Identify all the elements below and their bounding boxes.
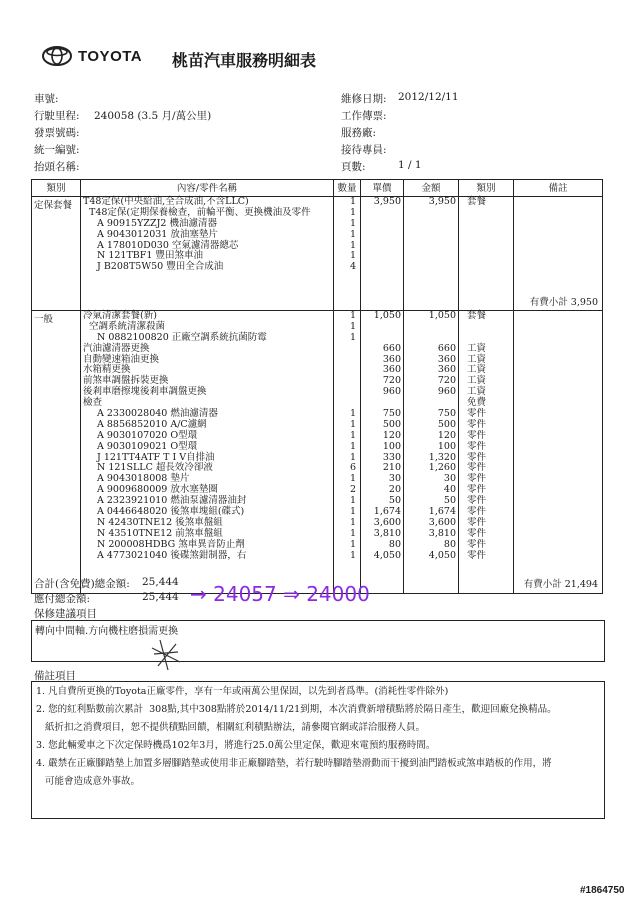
item-line: A 0446648020 後煞車塊組(碟式) [97,506,245,518]
price-cell: 4,050 [373,549,401,561]
field-label: 抬頭名稱: [34,161,80,173]
item-line: 前煞車調盤拆裝更換 [83,375,169,387]
note-line: 3. 您此輛愛車之下次定保時機爲102年3月，將進行25.0萬公里定保，歡迎來電預約服務時間。 [36,740,436,751]
price-cell [363,241,401,252]
qty-cell: 1 [349,418,356,430]
col-item: 內容/零件名稱 [81,180,334,197]
item-line: A 9043018008 墊片 [97,473,190,485]
toyota-emblem-icon [42,46,72,66]
qty-cell: 1 [349,217,356,229]
type-cell: 零件 [467,527,487,539]
item-line: A 9043012031 放油塞墊片 [97,228,218,240]
item-line: N 0882100820 正廠空調系統抗菌防霉 [97,331,267,343]
qty-cell: 1 [349,451,356,463]
toyota-logo [42,46,142,66]
item-line: A 9009680009 放水塞墊圈 [97,484,218,496]
price-cell: 360 [382,364,401,376]
brand-name: TOYOTA [78,47,143,65]
amount-cell [406,322,456,333]
amount-cell: 720 [437,375,456,387]
qty-cell: 1 [349,408,356,420]
qty-cell: 1 [349,320,356,332]
type-cell [467,219,511,230]
amount-cell: 50 [443,495,456,507]
type-cell [467,262,511,273]
col-category: 類別 [32,180,81,197]
field-label: 工作傳票: [341,110,387,122]
amount-cell: 1,320 [428,451,456,463]
item-line: 空調系統清潔殺菌 [89,320,166,332]
group-qty [334,197,361,311]
note-line: 可能會造成意外事故。 [36,776,141,787]
notes-box [31,681,605,819]
item-line: 檢查 [83,397,103,409]
amount-cell: 100 [437,440,456,452]
subtotal-package: 有費小計 3,950 [529,297,598,308]
group-items [81,197,334,311]
amount-cell [406,219,456,230]
amount-cell [406,262,456,273]
item-line: N 121SLLC 超長效冷卻液 [97,462,213,474]
amount-cell [406,230,456,241]
amount-cell: 120 [437,429,456,441]
price-cell: 3,600 [373,516,401,528]
group-qty [334,311,361,594]
handwritten-mark-icon [148,636,184,674]
field-label: 行駛里程: [34,110,80,122]
amount-cell [406,251,456,262]
watermark: #1864750 [580,885,625,896]
service-table [31,179,603,594]
item-line: T48定保(定期保養檢查，前輪平衡、更換機油及零件 [89,206,311,218]
amount-cell: 660 [437,342,456,354]
amount-cell: 500 [437,418,456,430]
qty-cell: 1 [349,538,356,550]
item-line: T48定保(中央給油,全合成油,不含LLC) [83,196,249,207]
type-cell: 零件 [467,506,487,518]
group-remark [514,311,603,594]
amount-cell: 1,674 [428,506,456,518]
price-cell: 3,950 [373,196,401,207]
item-line: 自動變速箱油更換 [83,353,160,365]
qty-cell: 1 [349,495,356,507]
group-price [361,311,404,594]
type-cell: 工資 [467,364,487,376]
note-line: 紙折扣之消費項目，恕不提供積點回饋，相關紅利積點辦法，請參閱官網或詳洽服務人員。 [36,722,426,733]
qty-cell: 1 [349,516,356,528]
amount-cell: 960 [437,386,456,398]
amount-cell: 360 [437,364,456,376]
total-label: 合計(含免費)總金額: [34,578,130,590]
notes-list [32,682,604,792]
type-cell: 工資 [467,375,487,387]
price-cell: 50 [388,495,401,507]
price-cell [363,230,401,241]
price-cell [363,208,401,219]
group-type [459,197,514,311]
item-line: 水箱精更換 [83,364,131,376]
col-amount: 金額 [404,180,459,197]
item-line: 後剎車磨擦塊後剎車調盤更換 [83,386,207,398]
price-cell: 960 [382,386,401,398]
amount-cell: 360 [437,353,456,365]
page-title: 桃苗汽車服務明細表 [172,51,317,70]
amount-cell [406,241,456,252]
price-cell: 30 [388,473,401,485]
group-remark [514,197,603,311]
price-cell: 330 [382,451,401,463]
qty-cell: 4 [349,261,356,273]
type-cell: 零件 [467,429,487,441]
amount-cell [406,208,456,219]
note-line: 1. 凡自費所更換的Toyota正廠零件，享有一年或兩萬公里保固，以先到者爲準。(消耗性零件除外) [36,686,449,697]
price-cell [363,251,401,262]
table-header-row [32,180,603,197]
type-cell: 工資 [467,386,487,398]
total-value: 25,444 [142,576,179,588]
handwritten-total: → 24057 ⇒ 24000 [190,582,370,606]
qty-cell: 1 [349,206,356,218]
col-type: 類別 [459,180,514,197]
qty-cell: 6 [349,462,356,474]
amount-cell: 3,600 [428,516,456,528]
field-label: 頁數: [341,161,366,173]
qty-cell: 1 [349,473,356,485]
type-cell [467,230,511,241]
item-line: N 200008HDBG 煞車異音防止劑 [97,538,245,550]
price-cell: 720 [382,375,401,387]
suggestion-title: 保修建議項目 [34,608,97,620]
amount-cell: 1,050 [428,310,456,321]
type-cell [467,322,511,333]
qty-cell: 2 [349,484,356,496]
qty-cell: 1 [349,429,356,441]
type-cell [467,208,511,219]
qty-cell: 1 [349,331,356,343]
qty-cell [336,387,358,398]
item-line: 冷氣清潔套餐(新) [83,310,157,321]
type-cell: 零件 [467,473,487,485]
group-type [459,311,514,594]
price-cell: 1,050 [373,310,401,321]
qty-cell: 1 [349,440,356,452]
field-value: 2012/12/11 [398,91,459,103]
price-cell: 1,674 [373,506,401,518]
group-amount [404,311,459,594]
group-amount [404,197,459,311]
suggestion-box [31,620,605,662]
item-line: A 4773021040 後碟煞鉗制器，右 [97,549,247,561]
field-label: 維修日期: [341,93,387,105]
notes-title: 備註項目 [34,670,76,682]
field-label: 發票號碼: [34,127,80,139]
price-cell: 20 [388,484,401,496]
price-cell: 3,810 [373,527,401,539]
col-price: 單價 [361,180,404,197]
item-line: J 121TT4ATF T I V自排油 [97,451,215,463]
col-remark: 備註 [514,180,603,197]
group-row-package [32,197,603,311]
item-line: 汽油濾清器更換 [83,342,150,354]
price-cell: 660 [382,342,401,354]
qty-cell: 1 [349,250,356,262]
type-cell: 零件 [467,451,487,463]
field-label: 統一編號: [34,144,80,156]
type-cell: 套餐 [467,196,487,207]
qty-cell [336,344,358,355]
group-row-general [32,311,603,594]
due-label: 應付總金額: [34,593,91,605]
group-category: 一般 [32,311,81,594]
group-category: 定保套餐 [32,197,81,311]
note-line: 2. 您的紅利點數前次累計 308點,其中308點將於2014/11/21到期，本次消費新增積點將於隔日產生，歡迎回廠兌換精品。 [36,704,557,715]
type-cell: 零件 [467,516,487,528]
amount-cell: 4,050 [428,549,456,561]
price-cell [363,262,401,273]
price-cell: 120 [382,429,401,441]
due-value: 25,444 [142,591,179,603]
amount-cell: 30 [443,473,456,485]
type-cell: 零件 [467,418,487,430]
type-cell: 零件 [467,484,487,496]
type-cell: 套餐 [467,310,487,321]
type-cell: 零件 [467,462,487,474]
col-qty: 數量 [334,180,361,197]
amount-cell: 1,260 [428,462,456,474]
item-line: N 42430TNE12 後煞車盤組 [97,516,223,528]
type-cell [467,241,511,252]
type-cell: 零件 [467,440,487,452]
item-line: A 9030109021 O型環 [97,440,198,452]
qty-cell: 1 [349,310,356,321]
price-cell: 210 [382,462,401,474]
field-label: 接待專員: [341,144,387,156]
type-cell: 零件 [467,549,487,561]
amount-cell: 3,810 [428,527,456,539]
amount-cell: 3,950 [428,196,456,207]
qty-cell: 1 [349,549,356,561]
price-cell: 100 [382,440,401,452]
type-cell: 工資 [467,342,487,354]
amount-cell: 40 [443,484,456,496]
item-line: N 121TBF1 豐田煞車油 [97,250,203,262]
qty-cell: 1 [349,506,356,518]
qty-cell: 1 [349,228,356,240]
price-cell: 500 [382,418,401,430]
type-cell: 零件 [467,408,487,420]
type-cell: 零件 [467,538,487,550]
field-label: 車號: [34,93,59,105]
field-value: 1 / 1 [398,159,422,171]
price-cell: 360 [382,353,401,365]
price-cell: 80 [388,538,401,550]
item-line: A 2323921010 燃油泵濾清器油封 [97,495,247,507]
qty-cell [336,365,358,376]
qty-cell [336,376,358,387]
type-cell [467,251,511,262]
group-price [361,197,404,311]
price-cell [363,322,401,333]
type-cell: 零件 [467,495,487,507]
group-items [81,311,334,594]
field-label: 服務廠: [341,127,377,139]
type-cell: 工資 [467,353,487,365]
amount-cell: 750 [437,408,456,420]
item-line: N 43510TNE12 前煞車盤組 [97,527,223,539]
item-line: A 9030107020 O型環 [97,429,198,441]
qty-cell: 1 [349,239,356,251]
item-line: A 2330028040 燃油濾清器 [97,408,218,420]
item-line: A 8856852010 A/C濾網 [97,418,207,430]
price-cell [363,219,401,230]
price-cell: 750 [382,408,401,420]
field-value: 240058 (3.5 月/萬公里) [94,110,212,122]
qty-cell [336,355,358,366]
note-line: 4. 嚴禁在正廠腳踏墊上加置多層腳踏墊或使用非正廠腳踏墊，若行駛時腳踏墊滑動而干擾到油門踏板或煞車踏板的作用，將 [36,758,552,769]
item-line: J B208T5W50 豐田全合成油 [97,261,224,273]
qty-cell: 1 [349,527,356,539]
type-cell: 免費 [467,397,487,409]
suggestion-text: 轉向中間軸.方向機柱磨損需更換 [35,626,179,637]
item-line: A 178010D030 空氣濾清器總芯 [97,239,239,251]
subtotal-general: 有費小計 21,494 [523,579,598,590]
qty-cell: 1 [349,196,356,207]
amount-cell: 80 [443,538,456,550]
item-line: A 90915YZZJ2 機油濾清器 [97,217,217,229]
